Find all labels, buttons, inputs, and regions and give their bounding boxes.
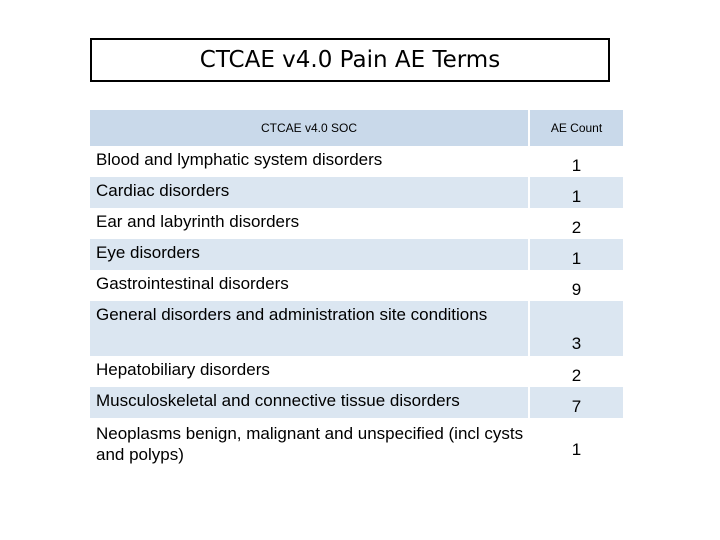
table-row [90,387,623,418]
table-row [90,239,623,270]
slide-title [90,38,610,82]
count-cell: 3 [530,301,623,356]
soc-cell: Gastrointestinal disorders [96,274,289,293]
table-row [90,418,623,482]
soc-cell: Hepatobiliary disorders [96,360,270,379]
count-cell: 7 [530,387,623,418]
count-cell: 2 [571,217,582,237]
table-row [90,208,623,239]
table-row [90,301,623,356]
soc-cell: Ear and labyrinth disorders [96,212,300,231]
soc-cell: General disorders and administration site conditions [90,301,528,356]
header-ae-count: AE Count [530,110,623,146]
count-cell: 9 [571,279,582,299]
soc-cell: Musculoskeletal and connective tissue disorders [90,387,528,418]
soc-count-table [90,110,623,482]
count-cell: 1 [530,177,623,208]
table-row [90,356,623,387]
table-row [90,270,623,301]
soc-cell: Neoplasms benign, malignant and unspecified (incl cysts and polyps) [96,424,524,464]
count-cell: 1 [571,155,582,175]
table-row [90,146,623,177]
soc-cell: Eye disorders [90,239,528,270]
soc-cell: Cardiac disorders [90,177,528,208]
header-soc: CTCAE v4.0 SOC [90,110,528,146]
table-header-row [90,110,623,146]
count-cell: 1 [571,440,582,459]
table-row [90,177,623,208]
slide-title-text: CTCAE v4.0 Pain AE Terms [199,47,501,73]
soc-cell: Blood and lymphatic system disorders [96,150,383,169]
count-cell: 1 [530,239,623,270]
count-cell: 2 [571,365,582,385]
